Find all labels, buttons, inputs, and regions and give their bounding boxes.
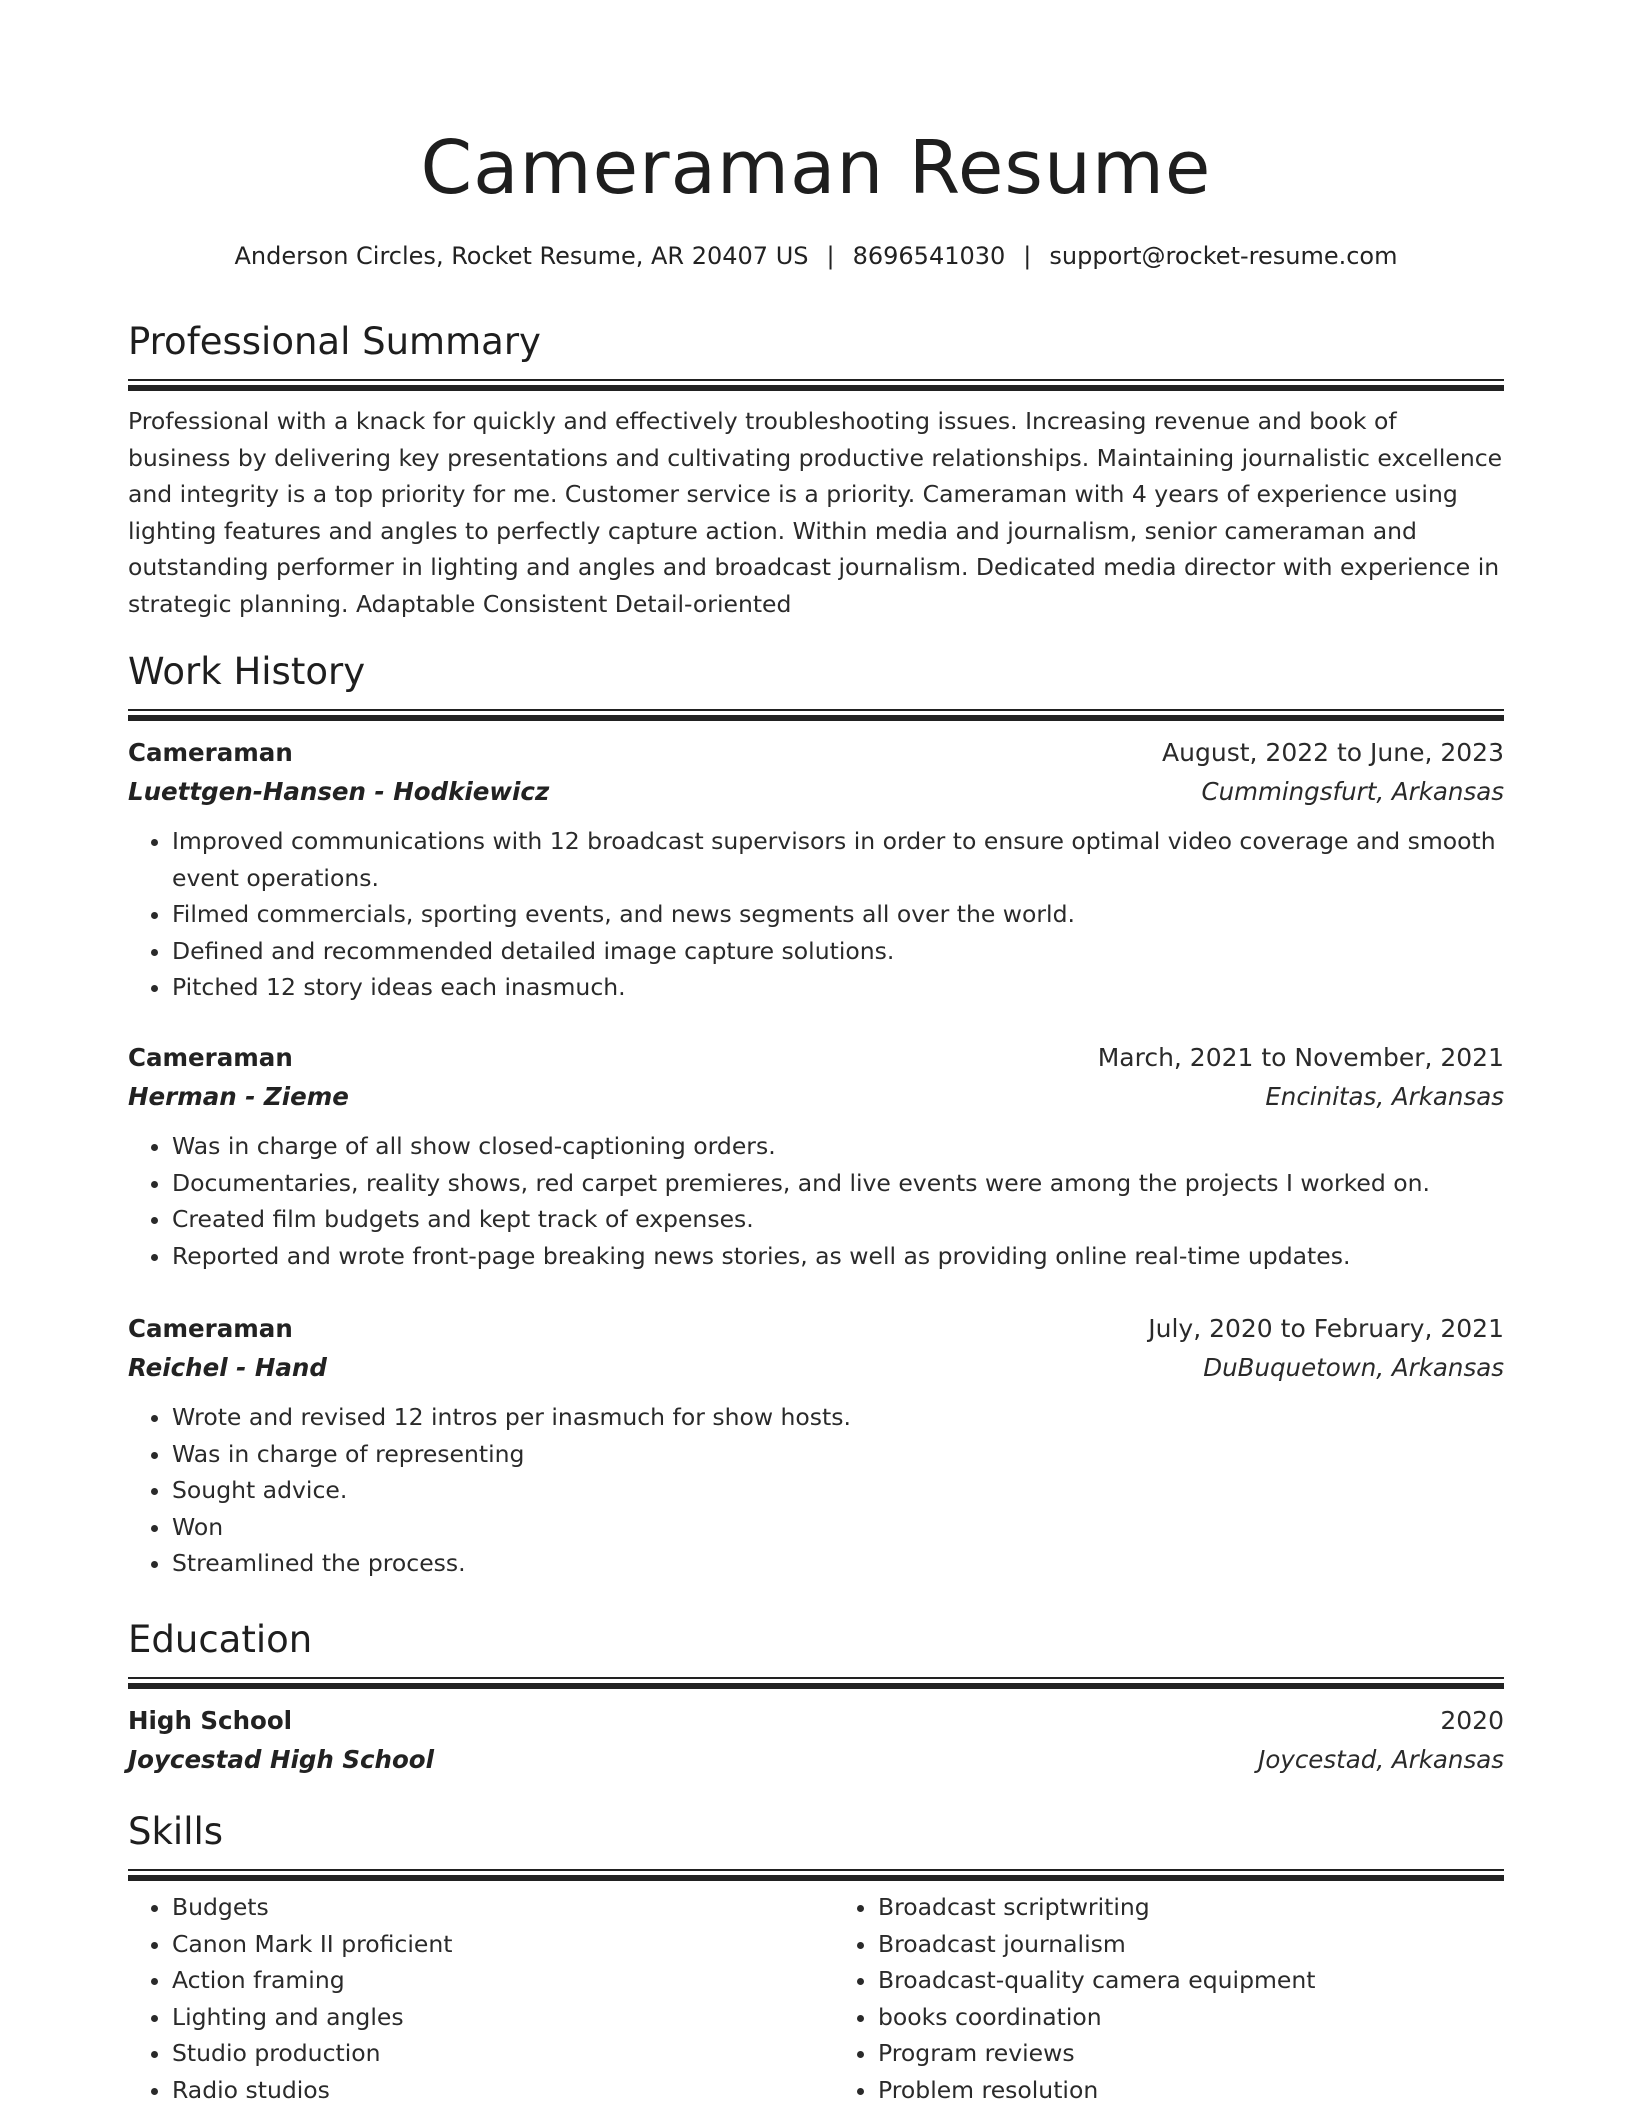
list-item: • Was in charge of representing: [172, 1436, 1504, 1473]
work-history-section: [128, 648, 1504, 721]
job-bullets: [128, 823, 1504, 1006]
education-header-row: [128, 1701, 1504, 1740]
job-company: Reichel - Hand: [128, 1353, 327, 1382]
skill-item: • Budgets: [172, 1889, 798, 1926]
job-location: Encinitas, Arkansas: [1265, 1082, 1504, 1111]
list-item: • Sought advice.: [172, 1472, 1504, 1509]
skill-item: • Canon Mark II proficient: [172, 1926, 798, 1963]
skill-item: • Radio studios: [172, 2072, 798, 2109]
job-title: Cameraman: [128, 1043, 293, 1072]
skill-item: • Program reviews: [878, 2035, 1504, 2072]
job-entry: [128, 1309, 1504, 1582]
education-school-row: [128, 1740, 1504, 1779]
education-degree: High School: [128, 1706, 293, 1735]
skills-list-right: [834, 1889, 1504, 2108]
job-header-row: [128, 733, 1504, 772]
job-entry: [128, 733, 1504, 1006]
job-company: Luettgen-Hansen - Hodkiewicz: [128, 777, 550, 806]
job-dates: August, 2022 to June, 2023: [1162, 738, 1504, 767]
skill-item: • Action framing: [172, 1962, 798, 1999]
separator: |: [826, 242, 835, 270]
summary-section: [128, 318, 1504, 622]
list-item: • Improved communications with 12 broadcast supervisors in order to ensure optimal video coverage and smooth event operations.: [172, 823, 1504, 896]
skill-item: • Problem resolution: [878, 2072, 1504, 2109]
skill-item: • Broadcast journalism: [878, 1926, 1504, 1963]
job-dates: March, 2021 to November, 2021: [1097, 1043, 1504, 1072]
skill-item: • Broadcast-quality camera equipment: [878, 1962, 1504, 1999]
summary-paragraph: Professional with a knack for quickly and effectively troubleshooting issues. Increasing revenue and book of business by delivering key presentations and cultivating productive relationships. Maintaining journalistic excellence and integrity is a top priority for me. Customer service is a priority. Cameraman with 4 years of experience using lighting features and angles to perfectly capture action. Within media and journalism, senior cameraman and outstanding performer in lighting and angles and broadcast journalism. Dedicated media director with experience in strategic planning. Adaptable Consistent Detail-oriented: [128, 407, 1503, 618]
skill-item: • Lighting and angles: [172, 1999, 798, 2036]
list-item: • Wrote and revised 12 intros per inasmuch for show hosts.: [172, 1399, 1504, 1436]
job-header-row: [128, 1309, 1504, 1348]
job-company-row: [128, 1348, 1504, 1387]
job-bullets: [128, 1399, 1504, 1582]
section-divider: [128, 379, 1504, 391]
address-text: Anderson Circles, Rocket Resume, AR 20407 US: [234, 242, 809, 270]
education-school: Joycestad High School: [128, 1745, 435, 1774]
phone-text: 8696541030: [852, 242, 1006, 270]
skills-section: [128, 1808, 1504, 2108]
job-company: Herman - Zieme: [128, 1082, 349, 1111]
job-location: DuBuquetown, Arkansas: [1203, 1353, 1504, 1382]
section-divider: [128, 1677, 1504, 1689]
education-location: Joycestad, Arkansas: [1258, 1745, 1504, 1774]
job-dates: July, 2020 to February, 2021: [1148, 1314, 1504, 1343]
job-title: Cameraman: [128, 1314, 293, 1343]
list-item: • Reported and wrote front-page breaking news stories, as well as providing online real-time updates.: [172, 1238, 1504, 1275]
section-heading-skills: Skills: [128, 1810, 224, 1853]
job-company-row: [128, 772, 1504, 811]
job-company-row: [128, 1077, 1504, 1116]
resume-title: Cameraman Resume: [420, 125, 1212, 211]
job-location: Cummingsfurt, Arkansas: [1201, 777, 1504, 806]
list-item: • Pitched 12 story ideas each inasmuch.: [172, 969, 1504, 1006]
section-heading-work: Work History: [128, 650, 366, 693]
contact-line: [128, 238, 1504, 274]
list-item: • Documentaries, reality shows, red carpet premieres, and live events were among the projects I worked on.: [172, 1165, 1504, 1202]
education-entry: [128, 1701, 1504, 1779]
section-divider: [128, 1869, 1504, 1881]
list-item: • Was in charge of all show closed-captioning orders.: [172, 1128, 1504, 1165]
skills-columns: [128, 1889, 1504, 2108]
list-item: • Streamlined the process.: [172, 1545, 1504, 1582]
list-item: • Filmed commercials, sporting events, and news segments all over the world.: [172, 896, 1504, 933]
job-title: Cameraman: [128, 738, 293, 767]
skill-item: • books coordination: [878, 1999, 1504, 2036]
list-item: • Created film budgets and kept track of expenses.: [172, 1201, 1504, 1238]
list-item: • Defined and recommended detailed image capture solutions.: [172, 933, 1504, 970]
job-bullets: [128, 1128, 1504, 1274]
section-heading-summary: Professional Summary: [128, 320, 541, 363]
section-divider: [128, 709, 1504, 721]
skills-list-left: [128, 1889, 798, 2108]
education-section: [128, 1616, 1504, 1689]
job-header-row: [128, 1038, 1504, 1077]
section-heading-education: Education: [128, 1618, 313, 1661]
education-year: 2020: [1440, 1706, 1504, 1735]
skill-item: • Broadcast scriptwriting: [878, 1889, 1504, 1926]
list-item: • Won: [172, 1509, 1504, 1546]
email-text: support@rocket-resume.com: [1049, 242, 1398, 270]
job-entry: [128, 1038, 1504, 1274]
skill-item: • Studio production: [172, 2035, 798, 2072]
separator: |: [1023, 242, 1032, 270]
